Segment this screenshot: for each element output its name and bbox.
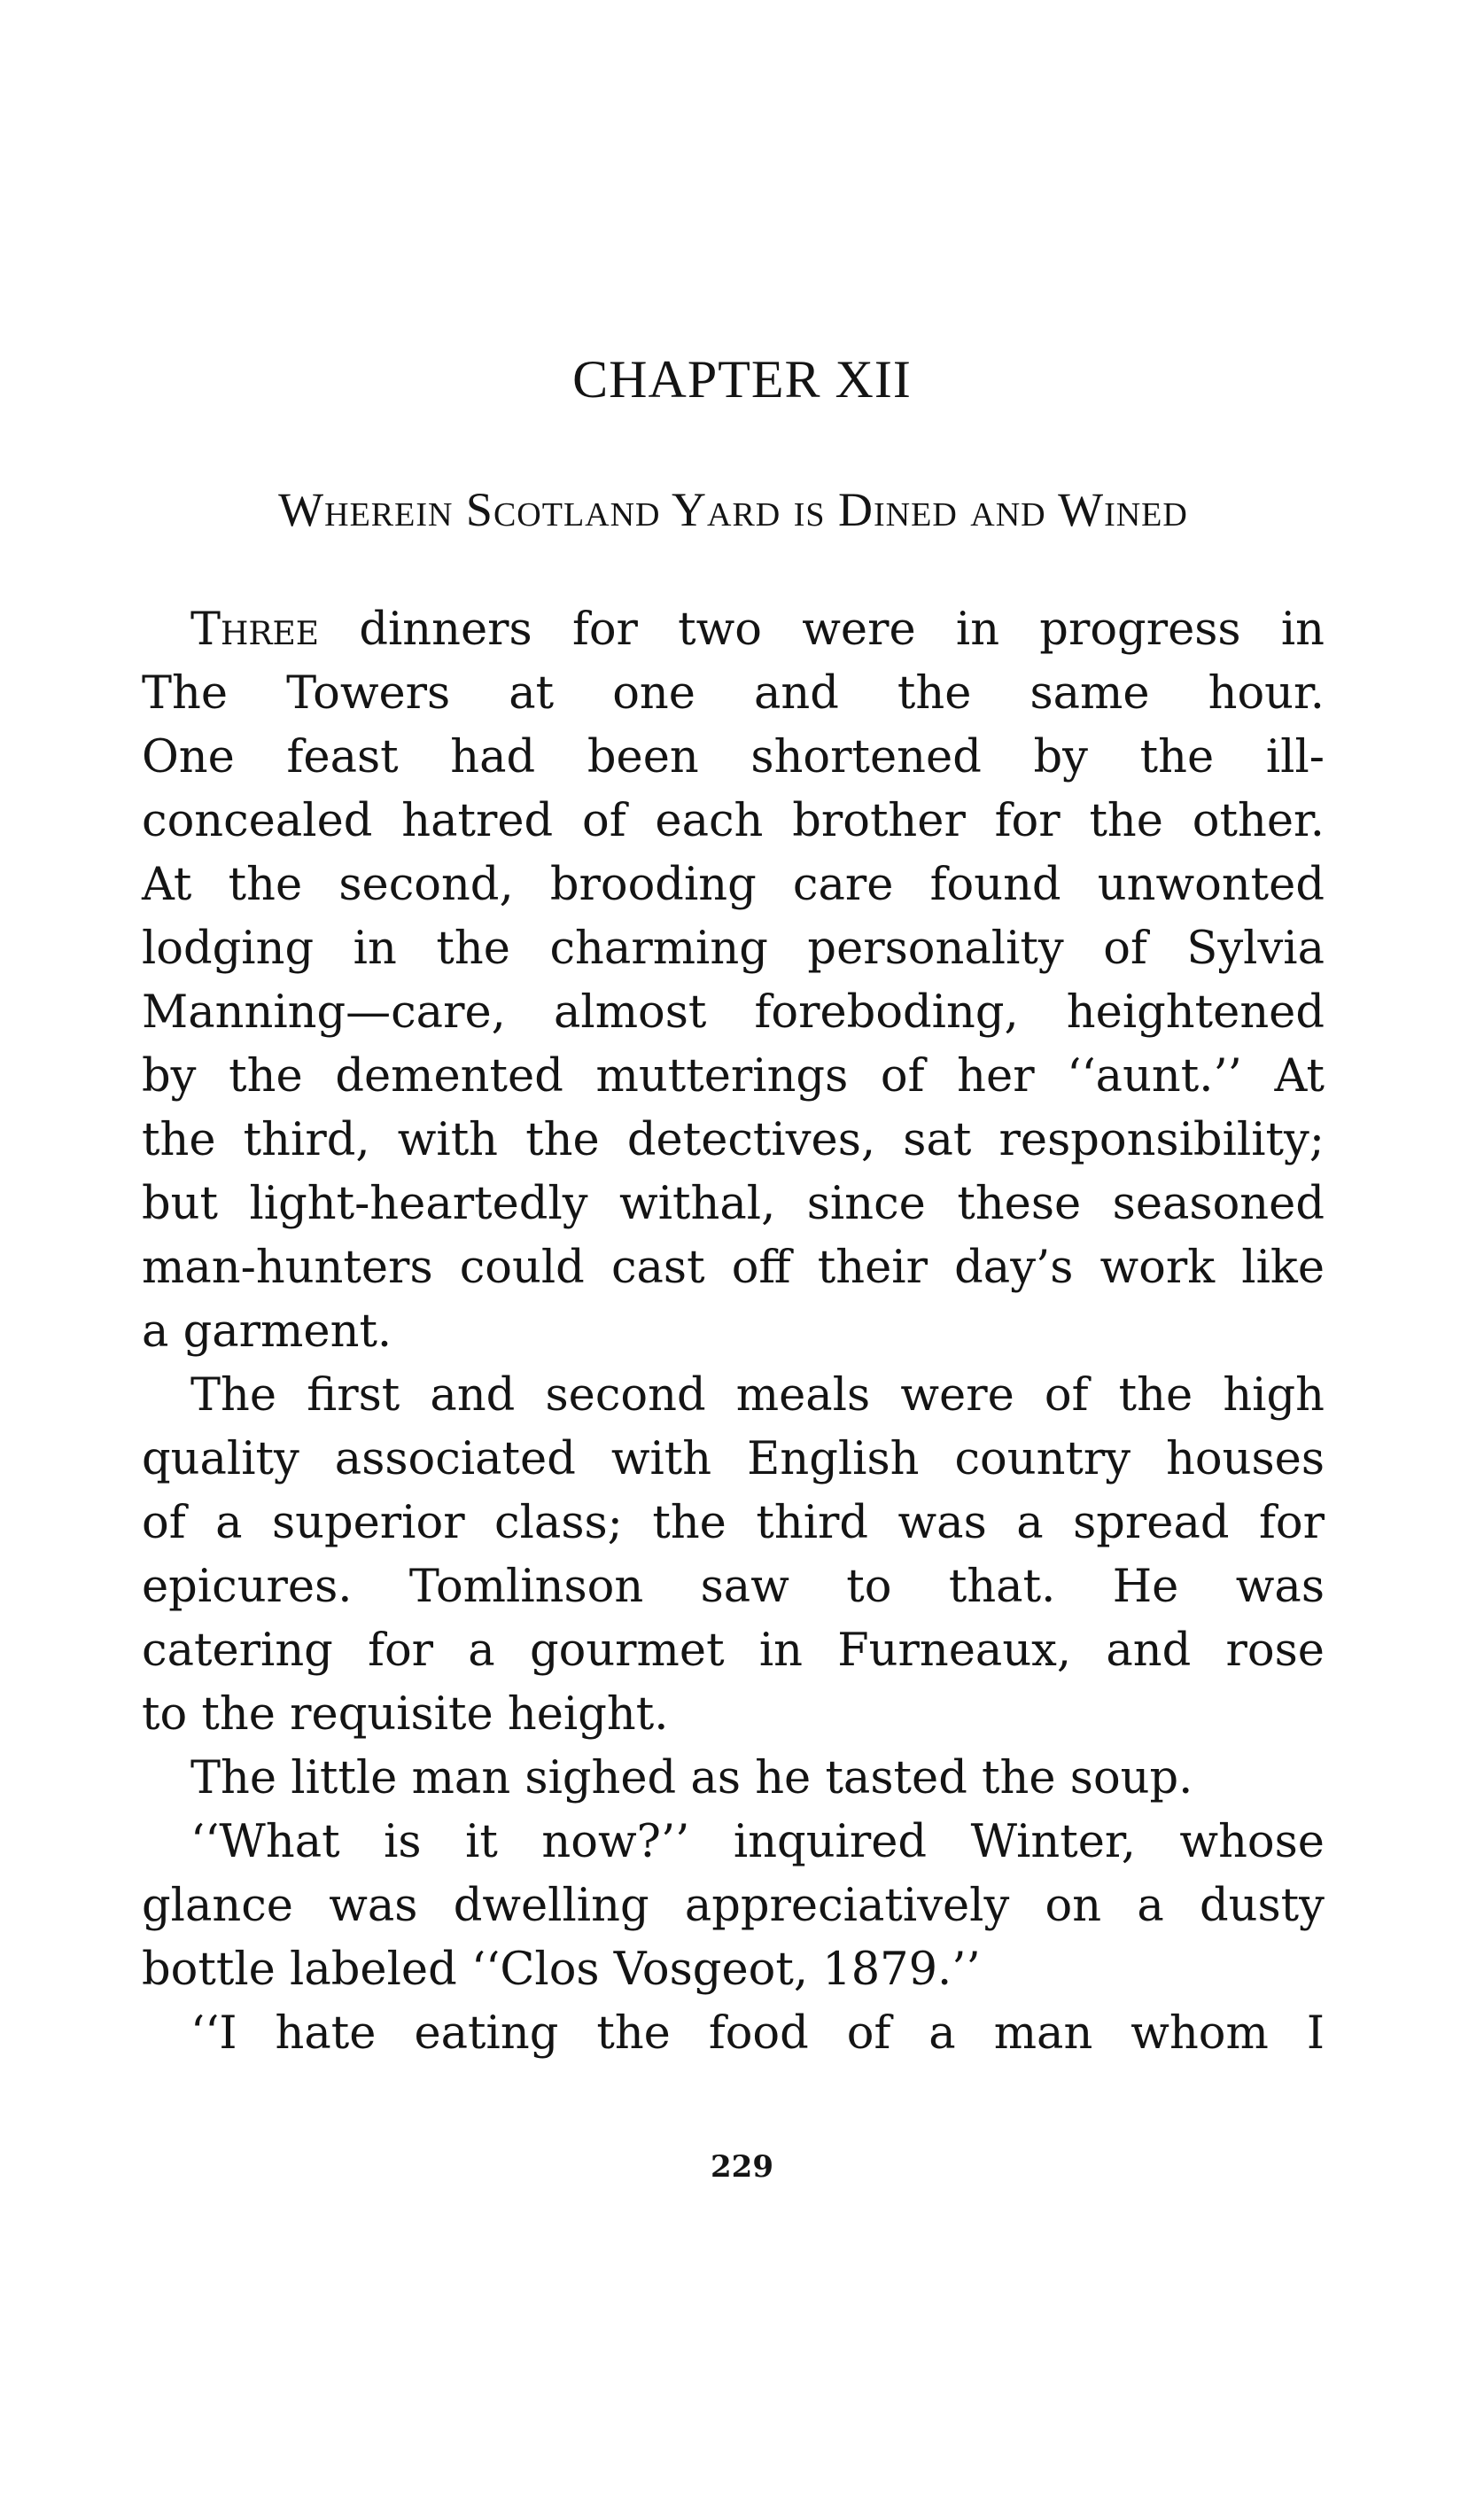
- text-line: the third, with the detectives, sat responsibility;: [142, 1114, 1325, 1166]
- text-line: ‘‘I hate eating the food of a man whom I: [190, 2007, 1325, 2060]
- page-number: 229: [711, 2149, 773, 2185]
- text-line: bottle labeled ‘‘Clos Vosgeot, 1879.’’: [142, 1944, 981, 1996]
- text-line: concealed hatred of each brother for the other.: [142, 795, 1325, 847]
- text-line: by the demented mutterings of her ‘‘aunt.’’ At: [142, 1050, 1325, 1103]
- text-line: glance was dwelling appreciatively on a dusty: [142, 1880, 1325, 1932]
- text-line: catering for a gourmet in Furneaux, and rose: [142, 1625, 1325, 1677]
- text-line: of a superior class; the third was a spread for: [142, 1497, 1325, 1549]
- text-line: The little man sighed as he tasted the soup.: [190, 1752, 1193, 1804]
- text-line: At the second, brooding care found unwonted: [142, 859, 1325, 911]
- text-line: quality associated with English country houses: [142, 1433, 1325, 1485]
- chapter-number: CHAPTER XII: [572, 350, 912, 409]
- lead-word: Three: [190, 604, 320, 656]
- text-line: ‘‘What is it now?’’ inquired Winter, whose: [190, 1816, 1325, 1868]
- text-line: The first and second meals were of the high: [190, 1369, 1325, 1422]
- text-line: to the requisite height.: [142, 1688, 669, 1741]
- text-line: One feast had been shortened by the ill-: [142, 731, 1325, 783]
- text-line: The Towers at one and the same hour.: [142, 667, 1325, 720]
- text-line: man-hunters could cast off their day’s work like: [142, 1242, 1325, 1294]
- body-text: [142, 598, 1325, 2066]
- chapter-title: Wherein Scotland Yard is Dined and Wined: [278, 483, 1188, 536]
- text-line: Three dinners for two were in progress in: [190, 604, 1325, 656]
- text-line: a garment.: [142, 1305, 392, 1358]
- text-line: epicures. Tomlinson saw to that. He was: [142, 1561, 1325, 1613]
- text-line: but light-heartedly withal, since these seasoned: [142, 1178, 1325, 1230]
- text-line: lodging in the charming personality of Sylvia: [142, 923, 1325, 975]
- text-line: Manning—care, almost foreboding, heightened: [142, 986, 1325, 1039]
